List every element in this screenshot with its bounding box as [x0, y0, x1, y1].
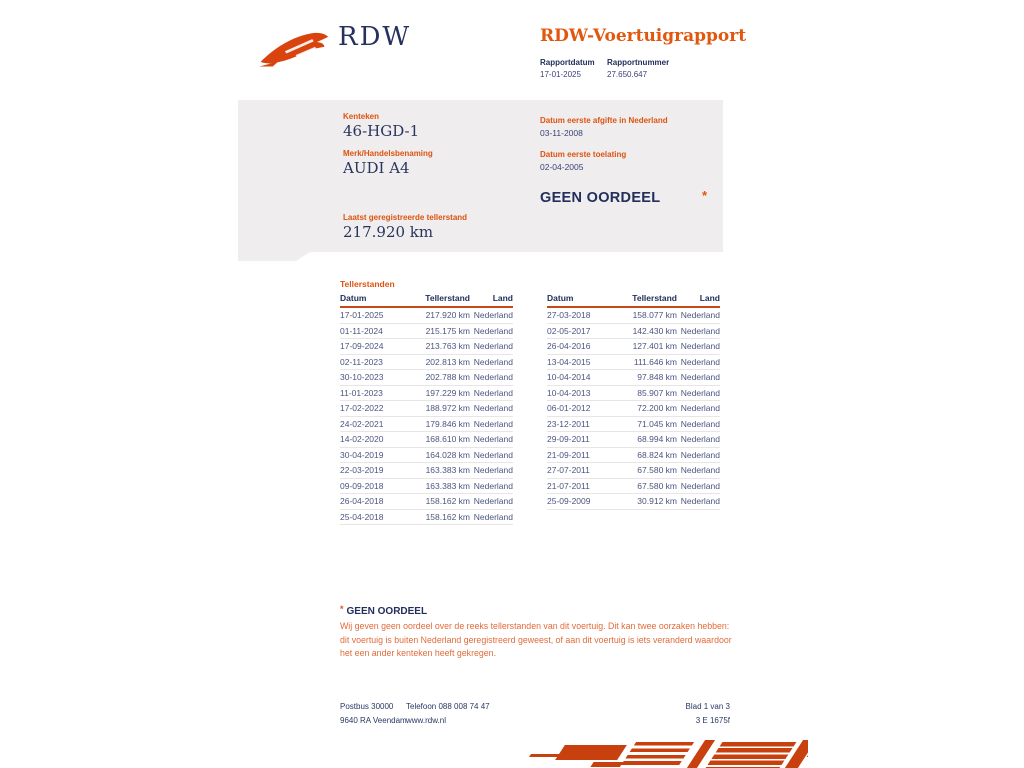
table-cell: 197.229 km [402, 385, 470, 401]
table-cell: 21-07-2011 [547, 478, 609, 494]
table-cell: 215.175 km [402, 323, 470, 339]
table-header-row [547, 291, 720, 307]
table-cell: 23-12-2011 [547, 416, 609, 432]
report-date-value: 17-01-2025 [540, 70, 581, 79]
footnote-heading [340, 604, 427, 617]
eerste-afgifte-label: Datum eerste afgifte in Nederland [540, 116, 668, 125]
table-cell: Nederland [677, 463, 720, 479]
table-cell: Nederland [470, 323, 513, 339]
table-cell: 213.763 km [402, 339, 470, 355]
table-row [340, 494, 513, 510]
table-cell: Nederland [470, 463, 513, 479]
table-row [340, 385, 513, 401]
footnote-heading-text: GEEN OORDEEL [346, 606, 428, 617]
table-cell: 02-05-2017 [547, 323, 609, 339]
table-cell: 127.401 km [609, 339, 677, 355]
eerste-toelating-value: 02-04-2005 [540, 162, 584, 172]
vehicle-info-box-tab [238, 252, 310, 261]
table-cell: Nederland [677, 494, 720, 510]
table-row [547, 463, 720, 479]
table-cell: 168.610 km [402, 432, 470, 448]
table-cell: 13-04-2015 [547, 354, 609, 370]
column-header-tellerstand: Tellerstand [402, 291, 470, 307]
report-date-label: Rapportdatum [540, 58, 595, 67]
table-cell: Nederland [677, 354, 720, 370]
column-header-datum: Datum [340, 291, 402, 307]
column-header-datum: Datum [547, 291, 609, 307]
table-cell: 158.077 km [609, 307, 677, 323]
table-cell: 68.994 km [609, 432, 677, 448]
table-cell: Nederland [470, 385, 513, 401]
table-cell: 25-04-2018 [340, 509, 402, 525]
table-cell: Nederland [677, 323, 720, 339]
table-cell: 06-01-2012 [547, 401, 609, 417]
table-cell: Nederland [470, 416, 513, 432]
column-header-tellerstand: Tellerstand [609, 291, 677, 307]
table-row [340, 463, 513, 479]
table-cell: 09-09-2018 [340, 478, 402, 494]
table-cell: Nederland [677, 416, 720, 432]
table-cell: Nederland [470, 509, 513, 525]
table-cell: 17-09-2024 [340, 339, 402, 355]
merk-value: AUDI A4 [343, 159, 410, 177]
table-row [547, 385, 720, 401]
table-cell: 01-11-2024 [340, 323, 402, 339]
table-cell: 24-02-2021 [340, 416, 402, 432]
table-cell: 72.200 km [609, 401, 677, 417]
table-cell: 29-09-2011 [547, 432, 609, 448]
table-row [340, 401, 513, 417]
table-cell: 11-01-2023 [340, 385, 402, 401]
footnote-body: Wij geven geen oordeel over de reeks tellerstanden van dit voertuig. Dit kan twee oorzaken hebben: dit voertuig is buiten Nederland geregistreerd geweest, of aan dit voertuig is iets veranderd waardoor het een ander kenteken heeft gekregen. [340, 621, 732, 658]
table-row [547, 447, 720, 463]
column-header-land: Land [470, 291, 513, 307]
report-number-value: 27.650.647 [607, 70, 648, 79]
table-row [340, 432, 513, 448]
table-header-row [340, 291, 513, 307]
table-cell: Nederland [470, 307, 513, 323]
column-header-land: Land [677, 291, 720, 307]
table-row [547, 307, 720, 323]
table-cell: 179.846 km [402, 416, 470, 432]
tellerstanden-table-left [340, 291, 513, 525]
table-cell: 10-04-2014 [547, 370, 609, 386]
speed-stripes-graphic [528, 737, 808, 768]
table-row [547, 370, 720, 386]
table-cell: 188.972 km [402, 401, 470, 417]
rdw-logo-text: RDW [338, 22, 412, 52]
rdw-wing-logo-icon [256, 26, 332, 72]
table-cell: Nederland [470, 354, 513, 370]
table-cell: Nederland [677, 370, 720, 386]
table-cell: 26-04-2018 [340, 494, 402, 510]
table-row [340, 416, 513, 432]
table-cell: Nederland [677, 339, 720, 355]
table-cell: 68.824 km [609, 447, 677, 463]
table-cell: 10-04-2013 [547, 385, 609, 401]
table-row [340, 370, 513, 386]
table-row [547, 401, 720, 417]
table-cell: Nederland [677, 307, 720, 323]
table-cell: Nederland [470, 447, 513, 463]
table-cell: Nederland [677, 401, 720, 417]
table-cell: 111.646 km [609, 354, 677, 370]
table-row [547, 339, 720, 355]
table-cell: 202.813 km [402, 354, 470, 370]
table-cell: Nederland [470, 432, 513, 448]
table-row [547, 416, 720, 432]
table-cell: Nederland [470, 494, 513, 510]
table-cell: 22-03-2019 [340, 463, 402, 479]
laatste-tellerstand-label: Laatst geregistreerde tellerstand [343, 213, 468, 222]
table-row [340, 323, 513, 339]
table-row [340, 354, 513, 370]
table-cell: 67.580 km [609, 463, 677, 479]
footer-address-line2: 9640 RA Veendam [340, 716, 407, 725]
oordeel-asterisk: * [702, 188, 708, 203]
table-cell: 97.848 km [609, 370, 677, 386]
table-row [340, 478, 513, 494]
table-row [340, 339, 513, 355]
table-row [547, 432, 720, 448]
footer-form-code: 3 E 1675f [695, 716, 730, 725]
table-cell: Nederland [677, 478, 720, 494]
report-number-label: Rapportnummer [607, 58, 670, 67]
table-cell: 158.162 km [402, 494, 470, 510]
merk-label: Merk/Handelsbenaming [343, 149, 433, 158]
table-cell: 27-07-2011 [547, 463, 609, 479]
table-cell: 02-11-2023 [340, 354, 402, 370]
footer-address-line1: Postbus 30000 [340, 702, 394, 711]
table-cell: Nederland [470, 370, 513, 386]
table-cell: 67.580 km [609, 478, 677, 494]
table-cell: 25-09-2009 [547, 494, 609, 510]
table-cell: 163.383 km [402, 478, 470, 494]
table-cell: 164.028 km [402, 447, 470, 463]
tellerstanden-table-right [547, 291, 720, 510]
footnote-asterisk: * [340, 604, 344, 614]
report-title: RDW-Voertuigrapport [540, 26, 747, 46]
table-cell: 14-02-2020 [340, 432, 402, 448]
table-row [340, 509, 513, 525]
table-cell: 163.383 km [402, 463, 470, 479]
table-cell: Nederland [677, 385, 720, 401]
table-cell: 17-02-2022 [340, 401, 402, 417]
table-cell: Nederland [677, 447, 720, 463]
tellerstanden-section-title: Tellerstanden [340, 279, 395, 289]
eerste-afgifte-value: 03-11-2008 [540, 128, 583, 138]
laatste-tellerstand-value: 217.920 km [343, 223, 434, 241]
table-cell: Nederland [470, 478, 513, 494]
table-row [547, 354, 720, 370]
table-cell: Nederland [677, 432, 720, 448]
table-cell: 30-10-2023 [340, 370, 402, 386]
table-cell: 158.162 km [402, 509, 470, 525]
table-cell: 30-04-2019 [340, 447, 402, 463]
kenteken-value: 46-HGD-1 [343, 122, 420, 140]
table-cell: 217.920 km [402, 307, 470, 323]
table-row [340, 447, 513, 463]
table-row [547, 494, 720, 510]
oordeel-value: GEEN OORDEEL [540, 190, 661, 206]
eerste-toelating-label: Datum eerste toelating [540, 150, 627, 159]
footer-website: www.rdw.nl [406, 716, 447, 725]
table-cell: 17-01-2025 [340, 307, 402, 323]
table-cell: Nederland [470, 401, 513, 417]
footer-page-indicator: Blad 1 van 3 [685, 702, 730, 711]
table-row [340, 307, 513, 323]
table-cell: 21-09-2011 [547, 447, 609, 463]
table-cell: 26-04-2016 [547, 339, 609, 355]
table-row [547, 478, 720, 494]
table-cell: Nederland [470, 339, 513, 355]
table-row [547, 323, 720, 339]
table-cell: 202.788 km [402, 370, 470, 386]
kenteken-label: Kenteken [343, 112, 380, 121]
table-cell: 30.912 km [609, 494, 677, 510]
footer-phone: Telefoon 088 008 74 47 [406, 702, 490, 711]
table-cell: 71.045 km [609, 416, 677, 432]
table-cell: 85.907 km [609, 385, 677, 401]
table-cell: 27-03-2018 [547, 307, 609, 323]
table-cell: 142.430 km [609, 323, 677, 339]
